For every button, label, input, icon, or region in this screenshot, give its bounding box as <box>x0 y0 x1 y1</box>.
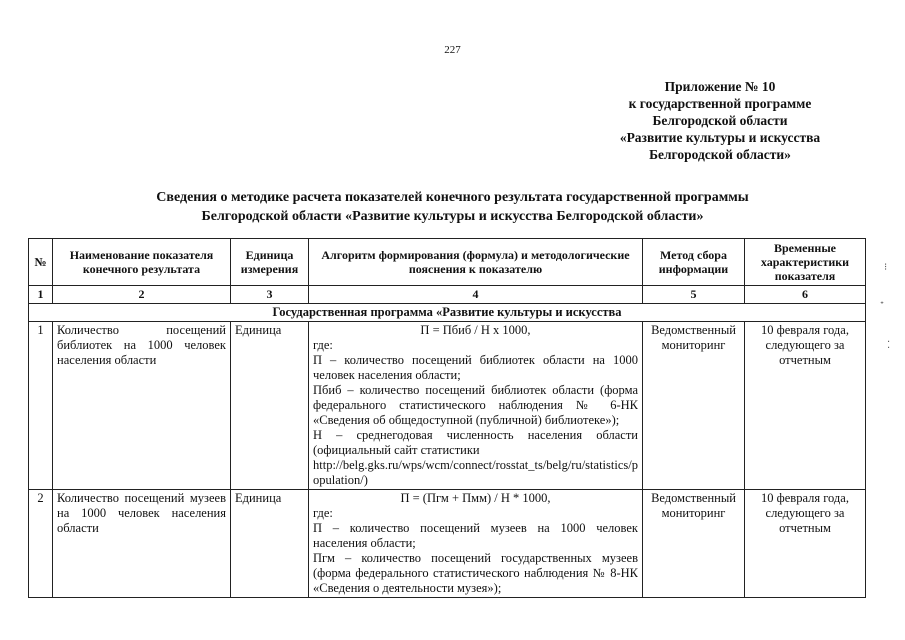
indicators-table <box>28 238 866 598</box>
section-title: Государственная программа «Развитие культуры и искусства <box>29 304 866 322</box>
row-name: Количество посещений библиотек на 1000 человек населения области <box>53 322 231 490</box>
row-h-desc: Н – среднегодовая численность населения области (официальный сайт статистики <box>313 428 638 457</box>
section-row <box>29 304 866 322</box>
annex-line: к государственной программе <box>628 96 812 111</box>
row-unit: Единица <box>231 490 309 598</box>
document-title <box>60 188 845 226</box>
row-time: 10 февраля года, следующего за отчетным <box>745 490 866 598</box>
header-algorithm: Алгоритм формирования (формула) и методологические пояснения к показателю <box>309 239 643 286</box>
row-p2-desc: Пгм – количество посещений государственных музеев (форма федерального статистического наблюдения № 8-НК «Сведения о деятельности музея»); <box>313 551 638 595</box>
row-unit: Единица <box>231 322 309 490</box>
header-name: Наименование показателя конечного результата <box>53 239 231 286</box>
row-algorithm <box>309 322 643 490</box>
row-formula: П = Пбиб / Н х 1000, <box>420 323 531 337</box>
margin-mark: ᐩ <box>880 300 884 311</box>
page-number: 227 <box>444 44 461 56</box>
row-p-desc: П – количество посещений музеев на 1000 человек населения области; <box>313 521 638 550</box>
annex-line: «Развитие культуры и искусства <box>619 130 821 145</box>
column-number: 2 <box>53 286 231 304</box>
column-numbers-row <box>29 286 866 304</box>
annex-block <box>560 78 880 163</box>
row-num: 2 <box>29 490 53 598</box>
row-algorithm <box>309 490 643 598</box>
column-number: 3 <box>231 286 309 304</box>
annex-line: Белгородской области» <box>649 147 791 162</box>
header-num: № <box>29 239 53 286</box>
row-url: http://belg.gks.ru/wps/wcm/connect/rosstat_ts/belg/ru/statistics/population/) <box>313 458 638 487</box>
row-where: где: <box>313 338 333 352</box>
row-formula: П = (Пгм + Пмм) / Н * 1000, <box>400 491 551 505</box>
header-unit: Единица измерения <box>231 239 309 286</box>
column-number: 6 <box>745 286 866 304</box>
row-where: где: <box>313 506 333 520</box>
header-time: Временные характеристики показателя <box>745 239 866 286</box>
row-num: 1 <box>29 322 53 490</box>
title-line: Белгородской области «Развитие культуры и искусства Белгородской области» <box>201 209 704 224</box>
column-number: 4 <box>309 286 643 304</box>
annex-line: Приложение № 10 <box>664 79 776 94</box>
column-number: 5 <box>643 286 745 304</box>
margin-mark: ⁝ <box>884 262 888 273</box>
annex-line: Белгородской области <box>652 113 788 128</box>
margin-mark: ⁚ <box>887 340 891 351</box>
row-p2-desc: Пбиб – количество посещений библиотек области (форма федерального статистического наблюдения № 6-НК «Сведения об общедоступной (публичной) библиотеке»); <box>313 383 638 427</box>
table-header-row <box>29 239 866 286</box>
row-name: Количество посещений музеев на 1000 человек населения области <box>53 490 231 598</box>
row-p-desc: П – количество посещений библиотек области на 1000 человек населения области; <box>313 353 638 382</box>
table-row <box>29 490 866 598</box>
table-row <box>29 322 866 490</box>
row-time: 10 февраля года, следующего за отчетным <box>745 322 866 490</box>
header-method: Метод сбора информации <box>643 239 745 286</box>
row-method: Ведомственный мониторинг <box>643 322 745 490</box>
row-method: Ведомственный мониторинг <box>643 490 745 598</box>
title-line: Сведения о методике расчета показателей конечного результата государственной программы <box>156 190 749 205</box>
column-number: 1 <box>29 286 53 304</box>
